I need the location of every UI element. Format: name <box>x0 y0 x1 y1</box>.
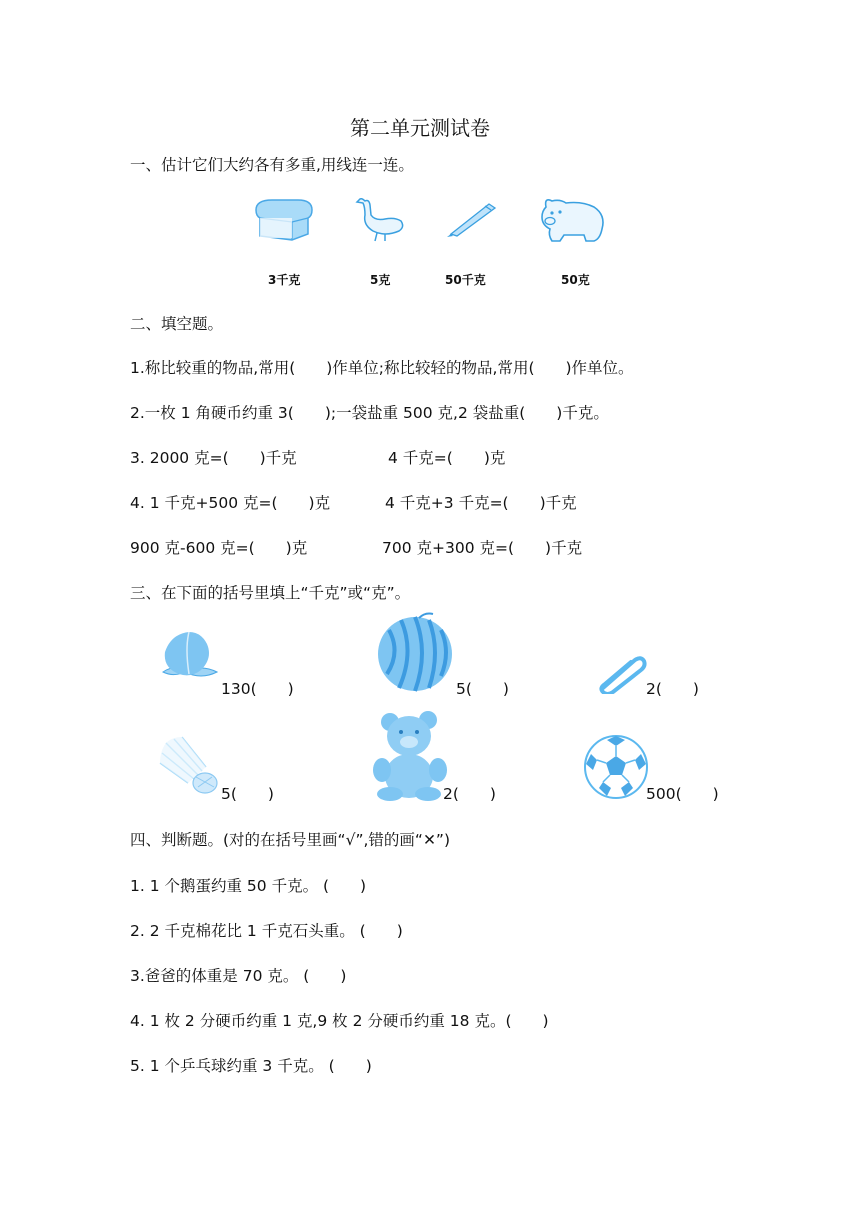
item-label: 5( ) <box>456 680 509 698</box>
peach-icon <box>155 628 221 690</box>
judgement-item: 4. 1 枚 2 分硬币约重 1 克,9 枚 2 分硬币约重 18 克。( ) <box>130 1012 549 1030</box>
question-line: 2.一枚 1 角硬币约重 3( );一袋盐重 500 克,2 袋盐重( )千克。 <box>130 404 609 422</box>
question-line: 1.称比较重的物品,常用( )作单位;称比较轻的物品,常用( )作单位。 <box>130 359 634 377</box>
section4-heading: 四、判断题。(对的在括号里画“√”,错的画“✕”) <box>130 831 451 849</box>
page-title: 第二单元测试卷 <box>350 116 490 140</box>
judgement-item: 5. 1 个乒乓球约重 3 千克。 ( ) <box>130 1057 372 1075</box>
teddy-bear-icon <box>372 710 450 802</box>
paperclip-icon <box>595 654 647 694</box>
question-line: 900 克-600 克=( )克 <box>130 539 308 557</box>
soccer-ball-icon <box>583 734 649 800</box>
shuttlecock-icon <box>158 735 224 801</box>
judgement-item: 3.爸爸的体重是 70 克。 ( ) <box>130 967 347 985</box>
section3-heading: 三、在下面的括号里填上“千克”或“克”。 <box>130 584 411 602</box>
question-line: 4 千克+3 千克=( )千克 <box>385 494 577 512</box>
item-label: 2( ) <box>646 680 699 698</box>
judgement-item: 2. 2 千克棉花比 1 千克石头重。 ( ) <box>130 922 403 940</box>
weight-label: 50克 <box>561 273 590 287</box>
item-label: 500( ) <box>646 785 719 803</box>
item-label: 2( ) <box>443 785 496 803</box>
goose-icon <box>355 193 407 243</box>
question-line: 700 克+300 克=( )千克 <box>382 539 583 557</box>
weight-label: 3千克 <box>268 273 301 287</box>
watermelon-icon <box>375 612 457 694</box>
item-label: 5( ) <box>221 785 274 803</box>
weight-label: 5克 <box>370 273 391 287</box>
section1-heading: 一、估计它们大约各有多重,用线连一连。 <box>130 156 414 174</box>
pig-icon <box>536 195 608 245</box>
item-label: 130( ) <box>221 680 294 698</box>
question-line: 4 千克=( )克 <box>388 449 506 467</box>
question-line: 4. 1 千克+500 克=( )克 <box>130 494 331 512</box>
section2-heading: 二、填空题。 <box>130 315 224 333</box>
question-line: 3. 2000 克=( )千克 <box>130 449 297 467</box>
pen-icon <box>445 196 499 238</box>
bread-icon <box>252 196 314 244</box>
weight-label: 50千克 <box>445 273 486 287</box>
judgement-item: 1. 1 个鹅蛋约重 50 千克。 ( ) <box>130 877 367 895</box>
